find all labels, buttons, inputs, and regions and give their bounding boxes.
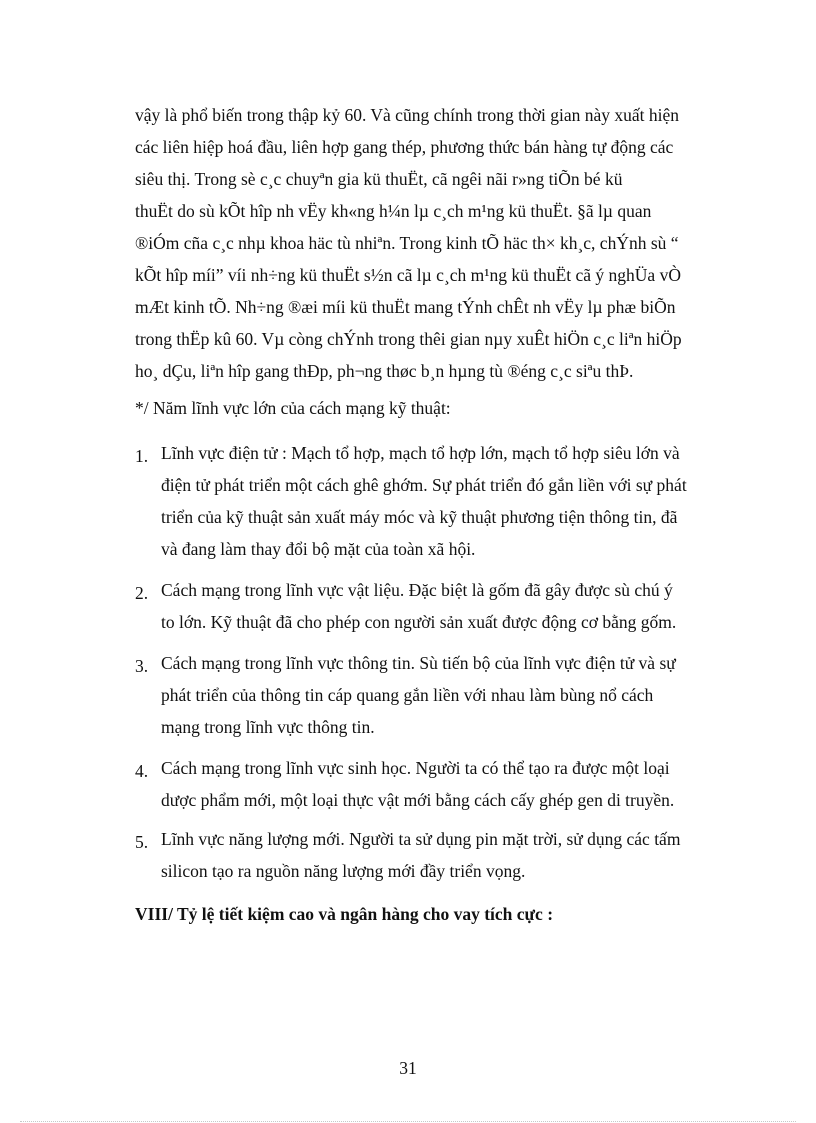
list-number: 3. — [135, 656, 149, 676]
list-line: Cách mạng trong lĩnh vực thông tin. Sù tiến bộ của lĩnh vực điện tử và sự — [161, 653, 676, 673]
paragraph-line: mÆt kinh tÕ. Nh÷ng ®æi míi kü thuËt mang tÝnh chÊt nh vËy lµ phæ biÕn — [135, 297, 676, 317]
subheading: */ Năm lĩnh vực lớn của cách mạng kỹ thuật: — [135, 398, 451, 418]
list-line: silicon tạo ra nguồn năng lượng mới đầy triển vọng. — [161, 861, 526, 881]
list-line: dược phẩm mới, một loại thực vật mới bằng cách cấy ghép gen di truyền. — [161, 790, 675, 810]
list-line: triển của kỹ thuật sản xuất máy móc và kỹ thuật phương tiện thông tin, đã — [161, 507, 678, 527]
list-line: Cách mạng trong lĩnh vực sinh học. Người ta có thể tạo ra được một loại — [161, 758, 670, 778]
list-line: mạng trong lĩnh vực thông tin. — [161, 717, 375, 737]
list-number: 4. — [135, 761, 149, 781]
paragraph-line: thuËt do sù kÕt hîp nh vËy kh«ng h¼n lµ c¸ch m¹ng kü thuËt. §ã lµ quan — [135, 201, 652, 221]
paragraph-line: trong thËp kû 60. Vµ còng chÝnh trong thêi gian nµy xuÊt hiÖn c¸c liªn hiÖp — [135, 329, 682, 349]
paragraph-line: vậy là phổ biến trong thập kỷ 60. Và cũng chính trong thời gian này xuất hiện — [135, 105, 680, 125]
page-number: 31 — [399, 1058, 417, 1078]
page-bottom-divider — [20, 1121, 796, 1122]
list-line: và đang làm thay đổi bộ mặt của toàn xã hội. — [161, 539, 476, 559]
list-line: Cách mạng trong lĩnh vực vật liệu. Đặc biệt là gốm đã gây được sù chú ý — [161, 580, 673, 600]
list-number: 5. — [135, 832, 149, 852]
list-line: phát triển của thông tin cáp quang gắn liền với nhau làm bùng nổ cách — [161, 685, 654, 705]
list-line: Lĩnh vực điện tử : Mạch tổ hợp, mạch tổ hợp lớn, mạch tổ hợp siêu lớn và — [161, 443, 680, 463]
list-number: 1. — [135, 446, 149, 466]
section-heading: VIII/ Tỷ lệ tiết kiệm cao và ngân hàng cho vay tích cực : — [135, 904, 554, 924]
paragraph-line: kÕt hîp míi” víi nh÷ng kü thuËt s½n cã lµ c¸ch m¹ng kü thuËt cã ý nghÜa vÒ — [135, 265, 681, 285]
paragraph-line: ho¸ dÇu, liªn hîp gang thÐp, ph¬ng thøc b¸n hµng tù ®éng c¸c siªu thÞ. — [135, 361, 634, 381]
paragraph-line: ®iÓm cña c¸c nhµ khoa häc tù nhiªn. Trong kinh tÕ häc th× kh¸c, chÝnh sù “ — [135, 233, 679, 253]
list-number: 2. — [135, 583, 149, 603]
list-line: điện tử phát triển một cách ghê ghớm. Sự phát triển đó gắn liền với sự phát — [161, 475, 687, 495]
list-line: to lớn. Kỹ thuật đã cho phép con người sản xuất được động cơ bằng gốm. — [161, 612, 677, 632]
paragraph-line: các liên hiệp hoá đầu, liên hợp gang thép, phương thức bán hàng tự động các — [135, 137, 674, 157]
paragraph-line: siêu thị. Trong sè c¸c chuyªn gia kü thuËt, cã ngêi nãi r»ng tiÕn bé kü — [135, 169, 623, 189]
list-line: Lĩnh vực năng lượng mới. Người ta sử dụng pin mặt trời, sử dụng các tấm — [161, 829, 681, 849]
